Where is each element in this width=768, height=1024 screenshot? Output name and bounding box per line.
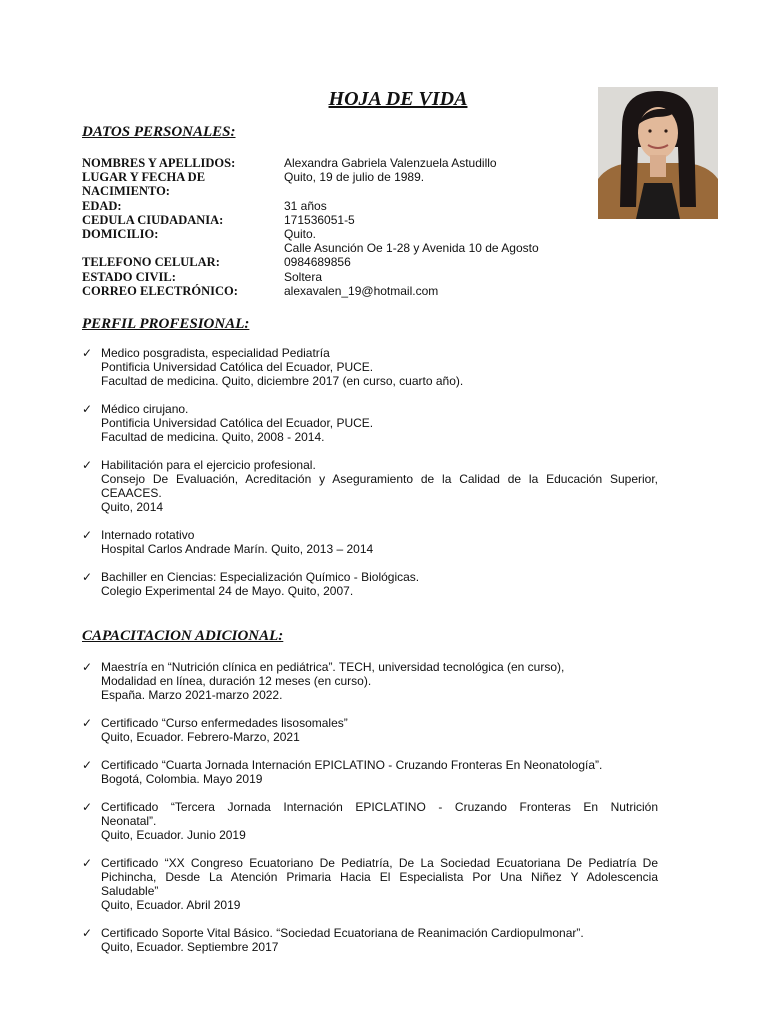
document-title: HOJA DE VIDA — [328, 88, 468, 110]
list-item-line: Bachiller en Ciencias: Especialización Químico - Biológicas. — [101, 570, 420, 584]
list-item-line: Certificado “Curso enfermedades lisosomales” — [101, 716, 348, 730]
info-label: CORREO ELECTRÓNICO: — [82, 283, 238, 298]
list-item-line: Quito, Ecuador. Abril 2019 — [101, 898, 241, 912]
checkmark-icon: ✓ — [82, 570, 93, 584]
info-row — [82, 227, 602, 241]
info-row — [82, 156, 602, 170]
info-row — [82, 270, 602, 284]
list-item-line: Médico cirujano. — [101, 402, 189, 416]
list-item-line: Pichincha, Desde La Atención Primaria Hacia El Especialista Por Una Niñez Y Adolescencia — [101, 870, 658, 884]
section-perfil-profesional: PERFIL PROFESIONAL: — [82, 316, 250, 332]
list-item-line: Neonatal”. — [101, 814, 157, 828]
info-value: Quito. — [284, 227, 317, 242]
list-item-line: CEAACES. — [101, 486, 162, 500]
checkmark-icon: ✓ — [82, 758, 93, 772]
list-item-line: Maestría en “Nutrición clínica en pediátrica”. TECH, universidad tecnológica (en curso), — [101, 660, 565, 674]
list-item — [82, 800, 658, 842]
perfil-list — [82, 346, 658, 598]
info-label: ESTADO CIVIL: — [82, 269, 176, 284]
info-value: 0984689856 — [284, 255, 351, 270]
info-row — [82, 213, 602, 227]
list-item-line: Quito, 2014 — [101, 500, 164, 514]
info-label: EDAD: — [82, 198, 122, 213]
info-label: CEDULA CIUDADANIA: — [82, 212, 224, 227]
list-item-line: Certificado “XX Congreso Ecuatoriano De Pediatría, De La Sociedad Ecuatoriana De Pediatría De — [101, 856, 658, 870]
list-item-line: Facultad de medicina. Quito, 2008 - 2014. — [101, 430, 325, 444]
info-value: Alexandra Gabriela Valenzuela Astudillo — [284, 156, 497, 170]
list-item-line: España. Marzo 2021-marzo 2022. — [101, 688, 283, 702]
info-value: 171536051-5 — [284, 212, 355, 227]
checkmark-icon: ✓ — [82, 856, 93, 870]
list-item — [82, 346, 658, 388]
list-item-line: Habilitación para el ejercicio profesional. — [101, 458, 316, 472]
list-item-line: Certificado Soporte Vital Básico. “Sociedad Ecuatoriana de Reanimación Cardiopulmonar”. — [101, 926, 584, 940]
list-item-line: Quito, Ecuador. Febrero-Marzo, 2021 — [101, 730, 300, 744]
list-item-line: Internado rotativo — [101, 528, 195, 542]
list-item-line: Colegio Experimental 24 de Mayo. Quito, 2007. — [101, 584, 354, 598]
list-item-line: Consejo De Evaluación, Acreditación y Aseguramiento de la Calidad de la Educación Superior, — [101, 472, 658, 486]
list-item-line: Pontificia Universidad Católica del Ecuador, PUCE. — [101, 416, 374, 430]
list-item-line: Quito, Ecuador. Junio 2019 — [101, 828, 246, 842]
checkmark-icon: ✓ — [82, 402, 93, 416]
list-item-line: Modalidad en línea, duración 12 meses (en curso). — [101, 674, 372, 688]
capacitacion-list — [82, 660, 658, 954]
section-datos-personales: DATOS PERSONALES: — [82, 124, 236, 140]
list-item-line: Bogotá, Colombia. Mayo 2019 — [101, 772, 263, 786]
list-item-line: Certificado “Cuarta Jornada Internación EPICLATINO - Cruzando Fronteras En Neonatología”. — [101, 758, 603, 772]
info-value: Calle Asunción Oe 1-28 y Avenida 10 de Agosto — [284, 241, 539, 256]
checkmark-icon: ✓ — [82, 528, 93, 542]
list-item — [82, 458, 658, 514]
checkmark-icon: ✓ — [82, 926, 93, 940]
info-row — [82, 241, 602, 255]
info-row — [82, 255, 602, 269]
checkmark-icon: ✓ — [82, 800, 93, 814]
list-item-line: Saludable” — [101, 884, 159, 898]
list-item-line: Facultad de medicina. Quito, diciembre 2017 (en curso, cuarto año). — [101, 374, 464, 388]
info-value: Soltera — [284, 269, 323, 284]
list-item — [82, 528, 658, 556]
info-label: NOMBRES Y APELLIDOS: — [82, 156, 236, 170]
section-capacitacion-adicional: CAPACITACION ADICIONAL: — [82, 628, 284, 644]
personal-info-table — [82, 156, 602, 298]
list-item — [82, 716, 658, 744]
info-label — [82, 241, 284, 255]
portrait-illustration — [598, 87, 718, 219]
info-label: DOMICILIO: — [82, 227, 159, 242]
list-item — [82, 926, 658, 954]
checkmark-icon: ✓ — [82, 716, 93, 730]
info-row — [82, 199, 602, 213]
list-item — [82, 402, 658, 444]
checkmark-icon: ✓ — [82, 346, 93, 360]
info-value: Quito, 19 de julio de 1989. — [284, 170, 425, 185]
info-value: 31 años — [284, 198, 327, 213]
profile-photo — [598, 87, 718, 219]
list-item — [82, 660, 658, 702]
info-label: LUGAR Y FECHA DE NACIMIENTO: — [82, 170, 206, 199]
list-item-line: Pontificia Universidad Católica del Ecuador, PUCE. — [101, 360, 374, 374]
info-row — [82, 170, 602, 198]
checkmark-icon: ✓ — [82, 458, 93, 472]
info-value: alexavalen_19@hotmail.com — [284, 283, 439, 298]
list-item-line: Certificado “Tercera Jornada Internación EPICLATINO - Cruzando Fronteras En Nutrición — [101, 800, 658, 814]
list-item — [82, 570, 658, 598]
list-item — [82, 856, 658, 912]
info-label: TELEFONO CELULAR: — [82, 255, 220, 270]
list-item — [82, 758, 658, 786]
list-item-line: Quito, Ecuador. Septiembre 2017 — [101, 940, 279, 954]
info-row — [82, 284, 602, 298]
list-item-line: Medico posgradista, especialidad Pediatría — [101, 346, 330, 360]
checkmark-icon: ✓ — [82, 660, 93, 674]
list-item-line: Hospital Carlos Andrade Marín. Quito, 2013 – 2014 — [101, 542, 374, 556]
